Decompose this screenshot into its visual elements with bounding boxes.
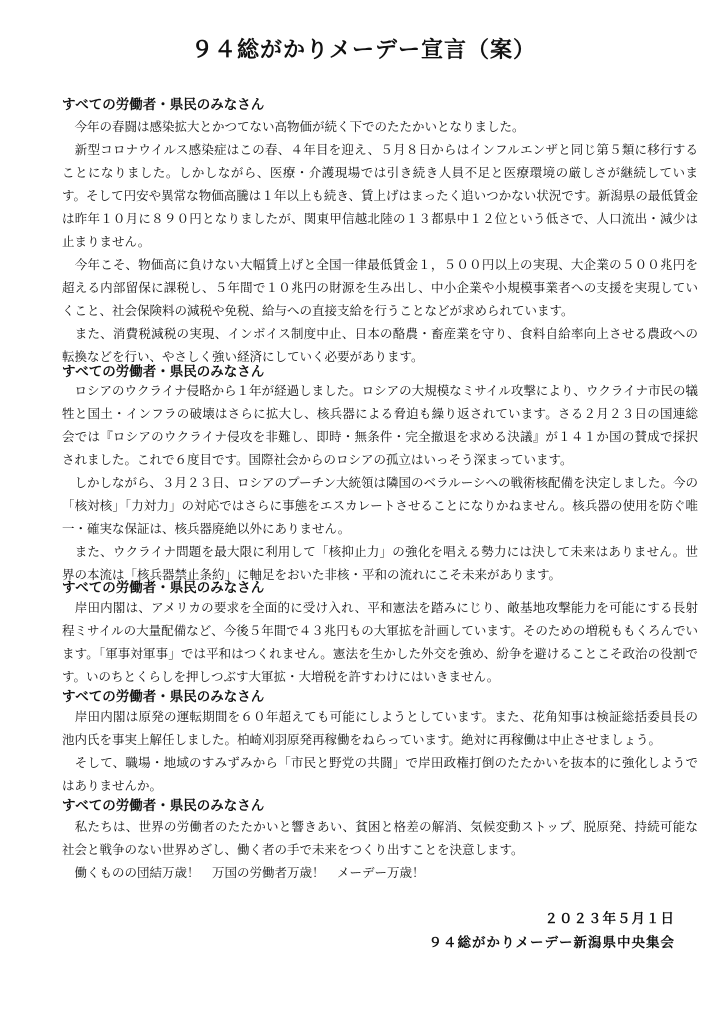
organization-name: ９４総がかりメーデー新潟県中央集会 [428, 935, 675, 951]
section-heading: すべての労働者・県民のみなさん [62, 97, 265, 113]
paragraph: そして、職場・地域のすみずみから「市民と野党の共闘」で岸田政権打倒のたたかいを抜本的に強化しようではありませんか。 [62, 755, 698, 793]
section-heading: すべての労働者・県民のみなさん [62, 364, 265, 380]
paragraph: ロシアのウクライナ侵略から１年が経過しました。ロシアの大規模なミサイル攻撃により、ウクライナ市民の犠牲と国土・インフラの破壊はさらに拡大し、核兵器による脅迫も繰り返されています。さる２月２３日の国連総会では『ロシアのウクライナ侵攻を非難し、即時・無条件・完全撤退を求める決議』が１４１か国の賛成で採択されました。これで６度目です。国際社会からのロシアの孤立はいっそう深まっています。 [62, 383, 698, 467]
paragraph: 働くものの団結万歳！ 万国の労働者万歳！ メーデー万歳！ [62, 865, 425, 880]
paragraph: 新型コロナウイルス感染症はこの春、４年目を迎え、５月８日からはインフルエンザと同じ第５類に移行することになりました。しかしながら、医療・介護現場では引き続き人員不足と医療環境の厳しさが継続しています。そして円安や異常な物価高騰は１年以上も続き、賃上げはまったく追いつかない状況です。新潟県の最低賃金は昨年１０月に８９０円となりましたが、関東甲信越北陸の１３都県中１２位という低さで、人口流出・減少は止まりません。 [62, 142, 698, 249]
paragraph: 私たちは、世界の労働者のたたかいと響きあい、貧困と格差の解消、気候変動ストップ、脱原発、持続可能な社会と戦争のない世界めざし、働く者の手で未来をつくり出すことを決意します。 [62, 819, 698, 857]
section-heading: すべての労働者・県民のみなさん [62, 798, 265, 814]
paragraph: また、消費税減税の実現、インボイス制度中止、日本の酪農・畜産業を守り、食料自給率向上させる農政への転換などを行い、やさしく強い経済にしていく必要があります。 [62, 326, 698, 364]
section-heading: すべての労働者・県民のみなさん [62, 580, 265, 596]
paragraph: 岸田内閣は原発の運転期間を６０年超えても可能にしようとしています。また、花角知事は検証総括委員長の池内氏を事実上解任しました。柏崎刈羽原発再稼働をねらっています。絶対に再稼働は中止させましょう。 [62, 709, 698, 747]
section-heading: すべての労働者・県民のみなさん [62, 689, 265, 705]
paragraph: 岸田内閣は、アメリカの要求を全面的に受け入れ、平和憲法を踏みにじり、敵基地攻撃能力を可能にする長射程ミサイルの大量配備など、今後５年間で４３兆円もの大軍拡を計画しています。そのための増税ももくろんでいます。「軍事対軍事」では平和はつくれません。憲法を生かした外交を強め、紛争を避けることこそ政治の役割です。いのちとくらしを押しつぶす大軍拡・大増税を許すわけにはいきません。 [62, 600, 698, 684]
document-title: ９４総がかりメーデー宣言（案） [190, 38, 536, 63]
paragraph: 今年の春闘は感染拡大とかつてない高物価が続く下でのたたかいとなりました。 [62, 119, 525, 134]
paragraph: また、ウクライナ問題を最大限に利用して「核抑止力」の強化を唱える勢力には決して未来はありません。世界の本流は「核兵器禁止条約」に軸足をおいた非核・平和の流れにこそ未来があります。 [62, 544, 698, 582]
paragraph: 今年こそ、物価高に負けない大幅賃上げと全国一律最低賃金１，５００円以上の実現、大企業の５００兆円を超える内部留保に課税し、５年間で１０兆円の財源を生み出し、中小企業や小規模事業者への支援を実現していくこと、社会保険料の減税や免税、給与への直接支給を行うことなどが求められています。 [62, 257, 698, 318]
paragraph: しかしながら、３月２３日、ロシアのプーチン大統領は隣国のベラルーシへの戦術核配備を決定しました。今の「核対核」「力対力」の対応ではさらに事態をエスカレートさせることになりかねません。核兵器の使用を防ぐ唯一・確実な保証は、核兵器廃絶以外にありません。 [62, 475, 698, 536]
declaration-date: ２０２３年５月１日 [544, 911, 675, 927]
